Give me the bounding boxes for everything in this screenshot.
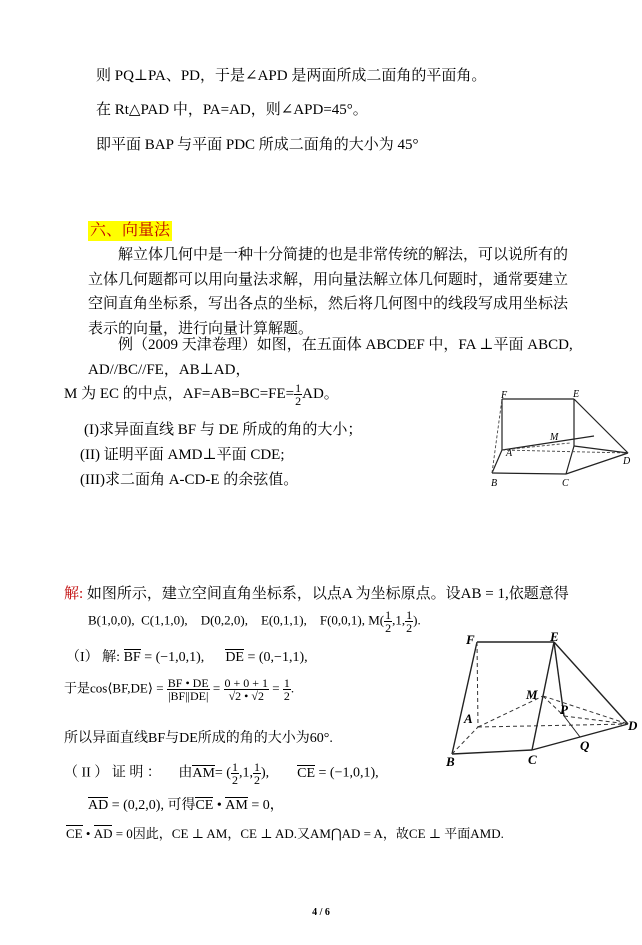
half-fraction: $\frac{1}{2}$ [295,381,302,409]
am-x-fraction: $\frac{1}{2}$ [231,760,238,787]
m-midpoint-line [64,382,339,407]
dot-result: = 0， [251,798,284,813]
ce-value: = (−1,0,1), [318,765,379,781]
coord-M: M( [368,612,385,628]
vector-BF: BF [123,650,141,665]
fig1-label-E: E [573,389,580,400]
pentahedron-figure-large [446,630,642,770]
am-prefix: 由 [178,765,193,781]
m-x-fraction: $\frac{1}{2}$ [385,608,392,635]
fig2-label-M: M [526,687,538,702]
vector-DE: DE [225,650,244,665]
fig2-label-B: B [446,754,455,769]
de-value: = (0,−1,1), [247,650,308,665]
fig1-label-C: C [562,478,569,489]
fig2-label-C: C [528,752,537,767]
solution-intro [64,582,569,603]
section-heading: 六、向量法 [90,222,171,239]
coord-D: D(0,2,0), [200,612,248,628]
fig1-label-F: F [501,390,508,401]
fig2-label-P: P [560,702,568,717]
text-line-1: 则 PQ⊥PA、PD，于是∠APD 是两面所成二面角的平面角。 [96,68,487,84]
vector-CE-2: CE [195,798,214,813]
cos-frac-2: $\frac{0 + 0 + 1}{√2 • √2}$ [224,676,269,703]
question-1: (I)求异面直线 BF 与 DE 所成的角的大小； [84,422,363,438]
coordinates-row: B(1,0,0), C(1,1,0), D(0,2,0), E(0,1,1), F(0,0,1), M( $\frac{1}{2}$ ,1, $\frac{1}{2}$ ). [88,608,421,635]
vector-CE: CE [297,765,316,781]
m-y-value: 1 [395,612,402,628]
angle-result: 所以异面直线BF与DE所成的角的大小为60°. [64,731,333,746]
vector-AD: AD [88,798,109,813]
coord-B: B(1,0,0), [88,612,135,628]
fig2-label-D: D [628,718,638,733]
m-z-fraction: $\frac{1}{2}$ [406,608,413,635]
cosine-formula: 于是cos⟨BF,DE⟩ = $\frac{BF • DE}{|BF||DE|}$ = $\frac{0 + 0 + 1}{√2 • √2}$ = $\frac{1}{2}$ . [64,676,295,703]
cos-frac-1: $\frac{BF • DE}{|BF||DE|}$ [167,676,209,703]
dot-text: 可得 [167,798,196,813]
fig1-label-M: M [550,432,559,443]
vector-AM-2: AM [225,798,248,813]
ad-and-dot: AD = (0,2,0), 可得CE • AM = 0， [88,798,284,813]
part2-vectors: （ II ） 证 明 ： 由AM= ( $\frac{1}{2}$ ,1, $\frac{1}{2}$ ), CE = (−1,0,1), [64,760,379,787]
am-value-close: ), [260,765,270,781]
intro-paragraph: 解立体几何中是一种十分简捷的也是非常传统的解法，可以说所有的立体几何题都可以用向量法求解，用向量法解立体几何题时，通常要建立空间直角坐标系，写出各点的坐标，然后将几何图中的线段写成用坐标法表示的向量，进行向量计算解题。 [88,247,569,337]
part1-label: （I） 解: [66,650,121,665]
vector-CE-3: CE [66,826,83,841]
fig2-label-Q: Q [580,738,590,753]
fig2-label-F: F [466,632,475,647]
final-text: = 0因此，CE ⊥ AM，CE ⊥ AD.又AM⋂AD = A，故CE ⊥ 平面AMD. [115,826,504,841]
question-2: (II) 证明平面 AMD⊥平面 CDE; [80,447,285,463]
coord-E: E(0,1,1), [260,612,307,628]
question-3: (III)求二面角 A-CD-E 的余弦值。 [80,472,299,488]
fig2-label-A: A [464,711,473,726]
part1-vectors [66,646,308,666]
coord-F: F(0,0,1), [319,612,365,628]
bf-value: = (−1,0,1), [144,650,205,665]
ad-value: = (0,2,0), [111,798,164,813]
solution-label: 解: [64,586,84,602]
vector-AM: AM [192,765,215,781]
cos-prefix: 于是cos [64,680,108,696]
fig1-label-B: B [491,478,498,489]
m-line-post: AD。 [302,386,339,402]
fig1-label-A: A [506,448,513,459]
cos-result: $\frac{1}{2}$ [283,676,290,703]
fig2-label-E: E [550,630,559,644]
cos-args: BF,DE [112,680,148,696]
example-paragraph: 例（2009 天津卷理）如图，在五面体 ABCDEF 中，FA ⊥平面 ABCD, AD//BC//FE，AB⊥AD， [88,337,573,378]
fig1-label-D: D [623,456,631,467]
page-number: 4 / 6 [312,907,330,918]
am-value-open: = ( [214,765,231,781]
m-line-pre: M 为 EC 的中点，AF=AB=BC=FE= [64,386,295,402]
final-conclusion: CE • AD = 0因此，CE ⊥ AM，CE ⊥ AD.又AM⋂AD = A，故CE ⊥ 平面AMD. [66,826,504,841]
vector-AD-2: AD [93,826,113,841]
am-y-value: 1 [242,765,250,781]
text-line-3: 即平面 BAP 与平面 PDC 所成二面角的大小为 45° [96,137,419,153]
solution-intro-text: 如图所示，建立空间直角坐标系，以点A 为坐标原点。设AB = 1,依题意得 [86,586,569,602]
part2-label: （ II ） 证 明 ： [64,765,161,781]
am-z-fraction: $\frac{1}{2}$ [253,760,260,787]
pentahedron-figure-small [488,388,636,498]
text-line-2: 在 Rt△PAD 中，PA=AD，则∠APD=45°。 [96,102,368,118]
coord-C: C(1,1,0), [141,612,188,628]
